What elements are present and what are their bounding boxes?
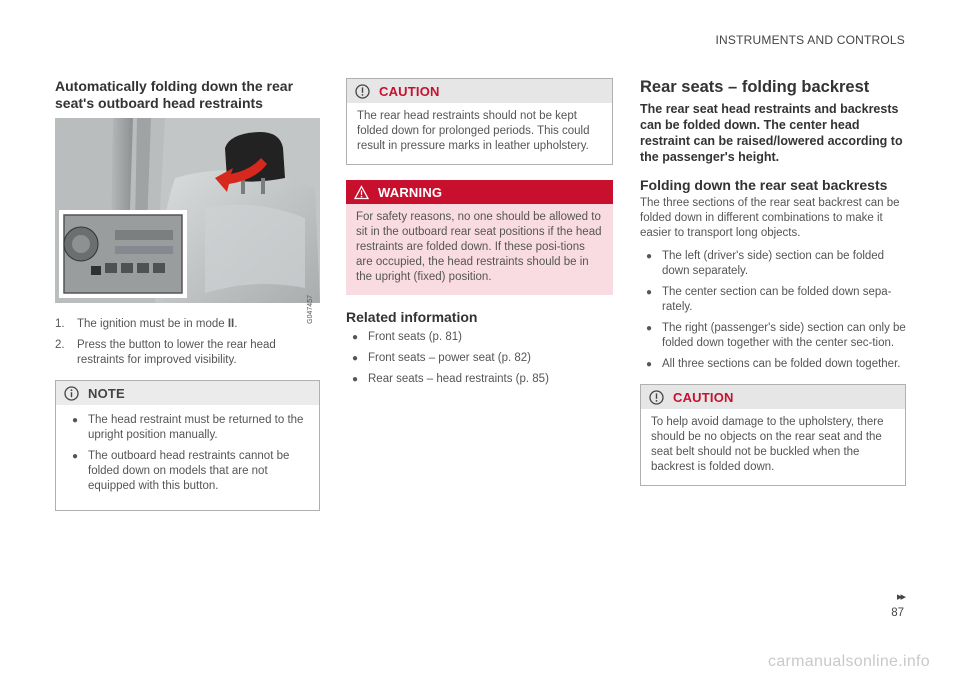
related-link-text[interactable]: Front seats – power seat (p. 82) [368,352,531,364]
caution-title: CAUTION [673,389,734,405]
column-right [640,78,906,486]
next-page-arrows-icon[interactable]: ▸▸ [896,591,904,603]
section-title-head-restraints: Automatically folding down the rear seat's outboard head restraints [55,78,294,111]
caution-body: To help avoid damage to the upholstery, there should be no objects on the rear seat and the seat belt should not be buckled when the backrest is folded down. [651,416,884,473]
backrest-sections-list [640,249,906,372]
related-link[interactable]: ● Rear seats – head restraints (p. 85) [352,373,549,385]
step-number: 2. [55,339,65,351]
section-title-backrests: Folding down the rear seat backrests [640,177,888,193]
page-title: Rear seats – folding backrest [640,78,870,96]
list-item-text: The right (passenger's side) section can only be folded down together with the center sec-tion. [662,322,906,349]
watermark: carmanualsonline.info [768,653,930,670]
list-item: ● All three sections can be folded down together. [646,358,901,370]
step-item [55,317,320,332]
related-information-title: Related information [346,309,478,325]
list-item: ● The head restraint must be returned to the upright position manually. [72,414,304,441]
image-code: G047457 [307,295,314,324]
step-number: 1. [55,318,65,330]
section-paragraph: The three sections of the rear seat backrest can be folded down in different combinations to make it easier to transport long objects. [640,197,900,239]
caution-box-backrest [640,384,906,486]
head-restraint-illustration [55,118,320,303]
caution-header [641,385,905,409]
step-text: The ignition must be in mode [77,318,228,330]
list-item-text: The head restraint must be returned to the upright position manually. [88,414,304,441]
steps-list [55,317,320,368]
column-left [55,78,320,511]
list-item-text: The center section can be folded down sepa-rately. [662,286,892,313]
related-link-text[interactable]: Front seats (p. 81) [368,331,462,343]
column-middle [346,78,613,393]
warning-body: For safety reasons, no one should be allowed to sit in the outboard rear seat positions if the head restraints are folded down. If these posi-tions are occupied, the head restraints should be in the upright (fixed) position. [346,204,613,295]
list-item: ● The outboard head restraints cannot be folded down on models that are not equipped with this button. [72,450,290,492]
caution-header [347,79,612,103]
caution-title: CAUTION [379,83,440,99]
caution-body: The rear head restraints should not be kept folded down for prolonged periods. This could result in pressure marks in leather upholstery. [357,110,590,152]
list-item: ● The center section can be folded down sepa-rately. [646,286,892,313]
exclamation-icon [649,390,664,405]
lead-paragraph: The rear seat head restraints and backrests can be folded down. The center head restraint can be raised/lowered according to the passenger's height. [640,102,903,164]
note-body [56,405,319,510]
step-text: Press the button to lower the rear head restraints for improved visibility. [77,339,276,366]
list-item: ● The right (passenger's side) section can only be folded down together with the center sec-tion. [646,322,906,349]
warning-header [346,180,613,204]
related-link-text[interactable]: Rear seats – head restraints (p. 85) [368,373,549,385]
list-item-text: The left (driver's side) section can be folded down separately. [662,250,885,277]
step-item [55,338,320,368]
note-header [56,381,319,405]
exclamation-icon [355,84,370,99]
page-header: INSTRUMENTS AND CONTROLS [715,33,905,47]
related-links-list [346,330,613,387]
caution-box [346,78,613,165]
related-link[interactable]: ● Front seats (p. 81) [352,331,462,343]
list-item-text: All three sections can be folded down together. [662,358,901,370]
note-box [55,380,320,511]
step-text-end: . [234,318,238,330]
page-number: 87 [891,607,904,619]
list-item-text: The outboard head restraints cannot be folded down on models that are not equipped with this button. [88,450,290,492]
note-title: NOTE [88,385,125,401]
warning-title: WARNING [378,184,443,200]
warning-triangle-icon [354,185,369,200]
warning-box [346,180,613,295]
info-icon [64,386,79,401]
ignition-mode: II [227,318,235,330]
related-link[interactable]: ● Front seats – power seat (p. 82) [352,352,531,364]
list-item: ● The left (driver's side) section can be folded down separately. [646,250,885,277]
